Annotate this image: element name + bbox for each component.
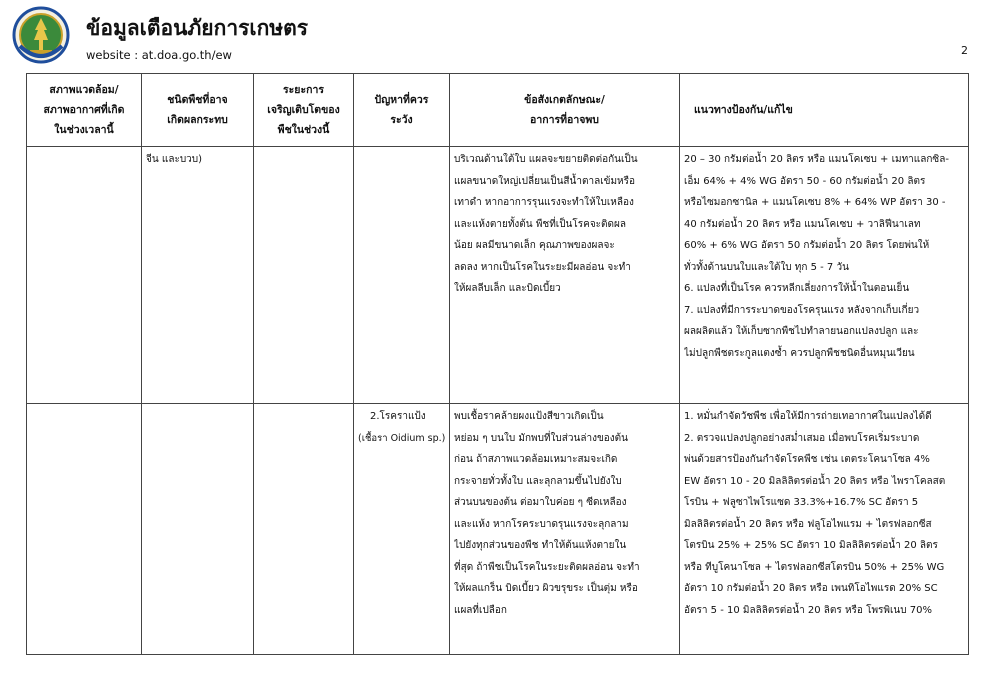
table-header-row bbox=[27, 74, 969, 147]
cell-crop bbox=[142, 404, 254, 655]
header-growth-stage: ระยะการ เจริญเติบโตของ พืชในช่วงนี้ bbox=[254, 74, 354, 147]
cell-environment bbox=[27, 404, 142, 655]
cell-remedy: 1. หมั่นกำจัดวัชพืช เพื่อให้มีการถ่ายเทอากาศในแปลงได้ดี 2. ตรวจแปลงปลูกอย่างสม่ำเสมอ เมื่อพบโรคเริ่มระบาด พ่นด้วยสารป้องกันกำจัดโรคพืช เช่น เตตระโคนาโซล 4% EW อัตรา 10 - 20 มิลลิลิตรต่อน้ำ 20 ลิตร หรือ ไพราโคลสต โรบิน + ฟลูซาไพโรแซด 33.3%+16.7% SC อัตรา 5 มิลลิลิตรต่อน้ำ 20 ลิตร หรือ ฟลูโอไพแรม + ไตรฟลอกซีส โตรบิน 25% + 25% SC อัตรา 10 มิลลิลิตรต่อน้ำ 20 ลิตร หรือ ทีบูโคนาโซล + ไตรฟลอกซีสโตรบิน 50% + 25% WG อัตรา 10 กรัมต่อน้ำ 20 ลิตร หรือ เพนทิโอไพแรด 20% SC อัตรา 5 - 10 มิลลิลิตรต่อน้ำ 20 ลิตร หรือ โพรพิเนบ 70% bbox=[680, 404, 969, 655]
document-header bbox=[8, 4, 988, 66]
cell-symptoms: พบเชื้อราคล้ายผงแป้งสีขาวเกิดเป็น หย่อม ๆ บนใบ มักพบที่ใบส่วนล่างของต้น ก่อน ถ้าสภาพแวดล้อมเหมาะสมจะเกิด กระจายทั่วทั้งใบ และลุกลามขึ้นไปยังใบ ส่วนบนของต้น ต่อมาใบค่อย ๆ ซีดเหลือง และแห้ง หากโรคระบาดรุนแรงจะลุกลาม ไปยังทุกส่วนของพืช ทำให้ต้นแห้งตายใน ที่สุด ถ้าพืชเป็นโรคในระยะติดผลอ่อน จะทำ ให้ผลแกร็น บิดเบี้ยว ผิวขรุขระ เป็นตุ่ม หรือ แผลที่เปลือก bbox=[450, 404, 680, 655]
cell-growth-stage bbox=[254, 147, 354, 404]
cell-remedy: 20 – 30 กรัมต่อน้ำ 20 ลิตร หรือ แมนโคเซบ + เมทาแลกซิล- เอ็ม 64% + 4% WG อัตรา 50 - 60 กรัมต่อน้ำ 20 ลิตร หรือไซมอกซานิล + แมนโคเซบ 8% + 64% WP อัตรา 30 - 40 กรัมต่อน้ำ 20 ลิตร หรือ แมนโคเซบ + วาลิฟีนาเลท 60% + 6% WG อัตรา 50 กรัมต่อน้ำ 20 ลิตร โดยพ่นให้ ทั่วทั้งด้านบนใบและใต้ใบ ทุก 5 - 7 วัน 6. แปลงที่เป็นโรค ควรหลีกเลี่ยงการให้น้ำในตอนเย็น 7. แปลงที่มีการระบาดของโรครุนแรง หลังจากเก็บเกี่ยว ผลผลิตแล้ว ให้เก็บซากพืชไปทำลายนอกแปลงปลูก และ ไม่ปลูกพืชตระกูลแตงซ้ำ ควรปลูกพืชชนิดอื่นหมุนเวียน bbox=[680, 147, 969, 404]
document-title: ข้อมูลเตือนภัยการเกษตร bbox=[86, 16, 309, 40]
cell-environment bbox=[27, 147, 142, 404]
page-number: 2 bbox=[961, 44, 968, 57]
table-row bbox=[27, 404, 969, 655]
website-text[interactable]: website : at.doa.go.th/ew bbox=[86, 48, 232, 62]
doa-logo bbox=[12, 6, 70, 64]
cell-crop: จีน และบวบ) bbox=[142, 147, 254, 404]
cell-problem: 2.โรคราแป้ง (เชื้อรา Oidium sp.) bbox=[354, 404, 450, 655]
cell-problem bbox=[354, 147, 450, 404]
header-environment: สภาพแวดล้อม/ สภาพอากาศที่เกิด ในช่วงเวลานี้ bbox=[27, 74, 142, 147]
header-problem: ปัญหาที่ควร ระวัง bbox=[354, 74, 450, 147]
cell-growth-stage bbox=[254, 404, 354, 655]
header-symptoms: ข้อสังเกตลักษณะ/ อาการที่อาจพบ bbox=[450, 74, 680, 147]
header-affected-crop: ชนิดพืชที่อาจ เกิดผลกระทบ bbox=[142, 74, 254, 147]
header-remedy: แนวทางป้องกัน/แก้ไข bbox=[680, 74, 969, 147]
warning-table bbox=[26, 73, 969, 655]
cell-symptoms: บริเวณด้านใต้ใบ แผลจะขยายติดต่อกันเป็น แผลขนาดใหญ่เปลี่ยนเป็นสีน้ำตาลเข้มหรือ เทาดำ หากอาการรุนแรงจะทำให้ใบเหลือง และแห้งตายทั้งต้น พืชที่เป็นโรคจะติดผล น้อย ผลมีขนาดเล็ก คุณภาพของผลจะ ลดลง หากเป็นโรคในระยะมีผลอ่อน จะทำ ให้ผลลีบเล็ก และบิดเบี้ยว bbox=[450, 147, 680, 404]
table-row bbox=[27, 147, 969, 404]
